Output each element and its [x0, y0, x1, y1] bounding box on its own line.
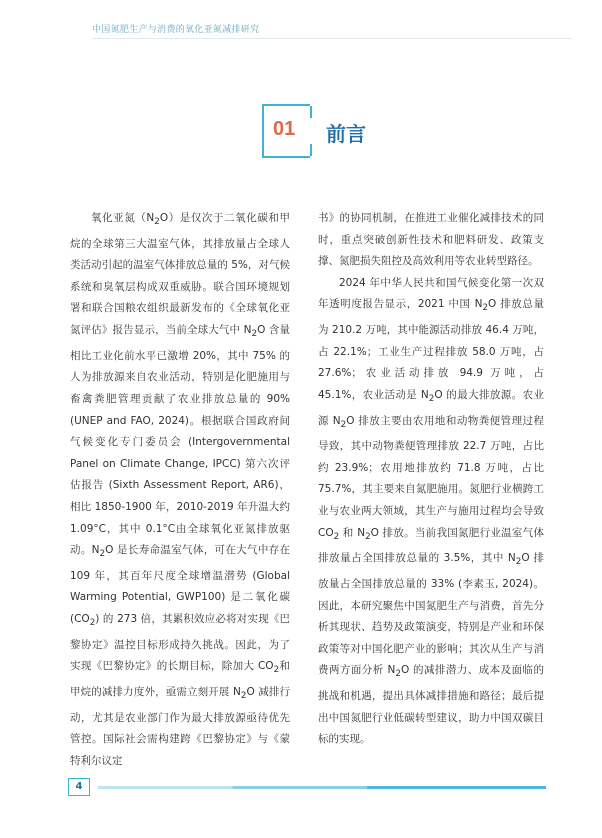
footer-bar [98, 786, 546, 789]
header-divider [92, 38, 572, 39]
continued-paragraph: 书》的协同机制，在推进工业催化减排技术的同时，重点突破创新性技术和肥料研发、政策支撑、氮肥损失阻控及高效利用等农业转型路径。 [318, 212, 544, 268]
chapter-title: 前言 [326, 122, 366, 146]
intro-paragraph: 氧化亚氮$(N_2O)$是仅次于二氧化碳和甲烷的全球第三大温室气体，其排放量占全球人类活动引起的温室气体排放总量的 5%，对气候系统和臭氧层构成双重威胁。联合国环境规划署和联合国粮农组织最新发布的《全球氧化亚氮评估》报告显示，当前全球大气中 $N_2O$ 含量相比工业化前水平已激增 20%，其中 75% 的人为排放源来自农业活动，特别是化肥施用与畜禽粪肥管理贡献了农业排放总量的 90% (UNEP and FAO, 2024)。根据联合国政府间气候变化专门委员会 (Intergovernmental Panel on Climate Change, IPCC) 第六次评估报告 (Sixth Assessment Report, AR6)，相比 1850-1900 年，2010-2019 年升温大约 1.09°C，其中 0.1°C由全球氧化亚氮排放驱动。$N_2O$ 是长寿命温室气体，可在大气中存在 109 年，其百年尺度全球增温潜势 (Global Warming Potential, GWP100) 是二氧化碳 $(CO_2)$ 的 273 倍，其累积效应必将对实现《巴黎协定》温控目标形成持久挑战。因此，为了实现《巴黎协定》的长期目标，除加大 $CO_2$和甲烷的减排力度外，亟需立刻开展 $N_2O$ 减排行动，尤其是农业部门作为最大排放源亟待优先管控。国际社会需构建跨《巴黎协定》与《蒙特利尔议定 [70, 212, 291, 767]
report-paragraph: 2024 年中华人民共和国气候变化第一次双年透明度报告显示，2021 中国 $N_2O$ 排放总量为 210.2 万吨，其中能源活动排放 46.4 万吨，占 22.1%；工业生产过程排放 58.0 万吨，占 27.6%；农业活动排放 94.9 万吨，占 45.1%，农业活动是 $N_2O$ 的最大排放源。农业源 $N_2O$ 排放主要由农用地和动物粪便管理过程导致，其中动物粪便管理排放 22.7 万吨，占比约 23.9%；农用地排放约 71.8 万吨，占比 75.7%，其主要来自氮肥施用。氮肥行业横跨工业与农业两大领域，其生产与施用过程均会导致 $CO_2$ 和 $N_2O$ 排放。当前我国氮肥行业温室气体排放量占全国排放总量的 3.5%，其中 $N_2O$ 排放量占全国排放总量的 33% (李素玉, 2024)。因此，本研究聚焦中国氮肥生产与消费，首先分析其现状、趋势及政策演变，特别是产业和环保政策等对中国化肥产业的影响；其次从生产与消费两方面分析 $N_2O$ 的减排潜力、成本及面临的挑战和机遇，提出具体减排措施和路径；最后提出中国氮肥行业低碳转型建议，助力中国双碳目标的实现。 [318, 276, 545, 746]
chapter-heading [262, 104, 382, 158]
left-column [70, 208, 290, 772]
right-column [318, 208, 544, 751]
page-number: 4 [68, 778, 90, 796]
running-header: 中国氮肥生产与消费的氧化亚氮减排研究 [92, 25, 260, 35]
page-footer [68, 778, 546, 796]
chapter-number: 01 [273, 118, 296, 140]
